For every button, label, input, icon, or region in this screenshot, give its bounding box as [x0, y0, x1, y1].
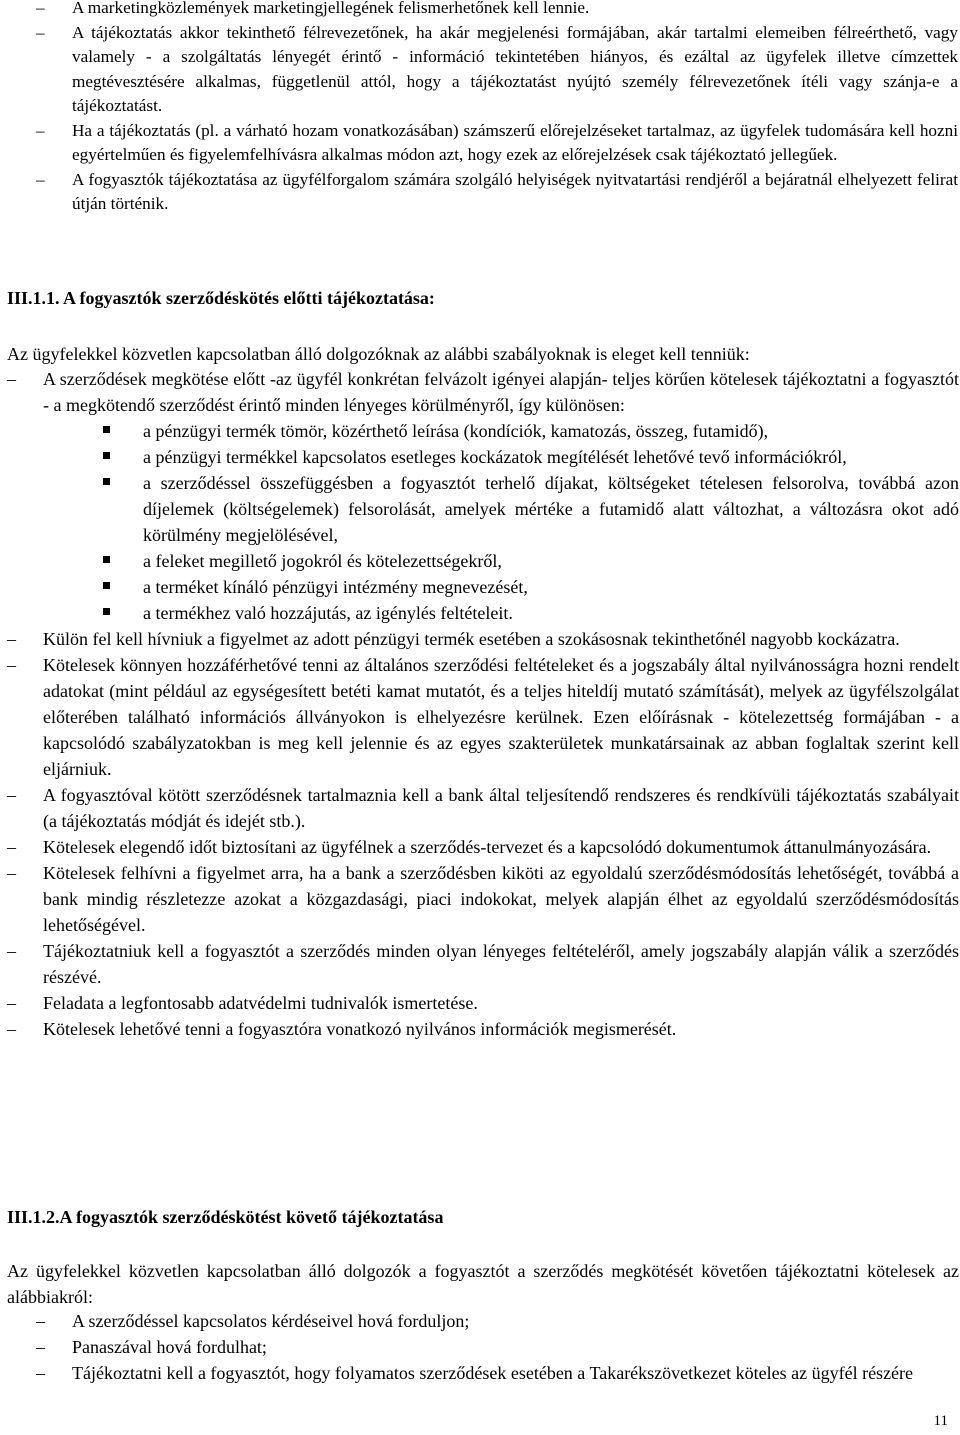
square-bullet-list	[7, 418, 959, 626]
list-item: – Feladata a legfontosabb adatvédelmi tudnivalók ismertetése.	[7, 990, 959, 1016]
list-item: – Tájékoztatni kell a fogyasztót, hogy folyamatos szerződések esetében a Takarékszövetkezet köteles az ügyfél részére	[36, 1360, 958, 1386]
list-item: – A szerződések megkötése előtt -az ügyfél konkrétan felvázolt igényei alapján- teljes körűen kötelesek tájékoztatni a fogyasztót - a megkötendő szerződést érintő minden lényeges körülményről, így különösen: a pénzügyi termék tömör, közérthető leírása (kondíciók, kamatozás, összeg, futamidő), a pénzügyi termékkel kapcsolatos esetleges kockázatok megítélését lehetővé tevő információkról, a szerződéssel összefüggésben a fogyasztót terhelő díjakat, költségeket tételesen felsorolva, továbbá azon díjelemek (költségelemek) felsorolását, amelyek mértéke a futamidő alatt változhat, a változásra okot adó körülmény megjelölésével, a feleket megillető jogokról és kötelezettségekről, a terméket kínáló pénzügyi intézmény megnevezését, a termékhez való hozzájutás, az igénylés feltételeit.	[7, 366, 959, 626]
list-item: – Ha a tájékoztatás (pl. a várható hozam vonatkozásában) számszerű előrejelzéseket tartalmaz, az ügyfelek tudomására kell hozni egyértelműen és figyelemfelhívásra alkalmas módon azt, hogy ezek az előrejelzések csak tájékoztató jellegűek.	[36, 120, 958, 164]
dash-bullet: –	[36, 1363, 45, 1383]
dash-bullet: –	[36, 120, 45, 140]
main-dash-list	[7, 366, 959, 1042]
list-item: – A fogyasztóval kötött szerződésnek tartalmaznia kell a bank által teljesítendő rendszeres és rendkívüli tájékoztatás szabályait (a tájékoztatás módját és idejét stb.).	[7, 782, 959, 834]
section-intro: Az ügyfelekkel közvetlen kapcsolatban álló dolgozóknak az alábbi szabályoknak is eleget kell tenniük:	[7, 344, 750, 364]
list-item: – Kötelesek könnyen hozzáférhetővé tenni az általános szerződési feltételeket és a jogszabály által nyilvánosságra hozni rendelt adatokat (mint például az egységesített betéti kamat mutatót, és a teljes hiteldíj mutató számítását), melyek az ügyfélszolgálat előterében található információs állványokon is elhelyezésre kerülnek. Ezen előírásnak - kötelezettség formájában - a kapcsolódó szabályzatokban is meg kell jelennie és az egyes szakterületek munkatársainak az abban foglaltak szerint kell eljárniuk.	[7, 652, 959, 782]
section-intro: Az ügyfelekkel közvetlen kapcsolatban álló dolgozók a fogyasztót a szerződés megkötését követően tájékoztatni kötelesek az alábbiakról:	[7, 1261, 959, 1307]
list-item: – Panaszával hová fordulhat;	[36, 1334, 958, 1360]
dash-bullet: –	[36, 0, 45, 17]
section-heading: III.1.2.A fogyasztók szerződéskötést követő tájékoztatása	[7, 1207, 444, 1227]
list-item: a pénzügyi termékkel kapcsolatos esetleges kockázatok megítélését lehetővé tevő információkról,	[7, 444, 959, 470]
list-item: – A fogyasztók tájékoztatása az ügyfélforgalom számára szolgáló helyiségek nyitvatartási rendjéről a bejáratnál elhelyezett felirat útján történik.	[36, 169, 958, 213]
list-item: – Külön fel kell hívniuk a figyelmet az adott pénzügyi termék esetében a szokásosnak tekinthetőnél nagyobb kockázatra.	[7, 626, 959, 652]
top-dash-list	[36, 0, 958, 217]
list-item: a terméket kínáló pénzügyi intézmény megnevezését,	[7, 574, 959, 600]
list-item: – A szerződéssel kapcsolatos kérdéseivel hová forduljon;	[36, 1308, 958, 1334]
dash-bullet: –	[36, 169, 45, 189]
list-item: – Kötelesek felhívni a figyelmet arra, ha a bank a szerződésben kiköti az egyoldalú szerződésmódosítás lehetőségét, továbbá a bank mindig részletezze azokat a közgazdasági, piaci indokokat, melyek alapján élhet az egyoldalú szerződésmódosítás lehetőségével.	[7, 860, 959, 938]
dash-bullet: –	[7, 837, 16, 857]
dash-bullet: –	[7, 863, 16, 883]
section-heading: III.1.1. A fogyasztók szerződéskötés előtti tájékoztatása:	[7, 288, 435, 308]
list-item: a szerződéssel összefüggésben a fogyasztót terhelő díjakat, költségeket tételesen felsorolva, továbbá azon díjelemek (költségelemek) felsorolását, amelyek mértéke a futamidő alatt változhat, a változásra okot adó körülmény megjelölésével,	[7, 470, 959, 548]
list-item: – A marketingközlemények marketingjellegének felismerhetőnek kell lennie.	[36, 0, 958, 21]
list-item: – Kötelesek elegendő időt biztosítani az ügyfélnek a szerződés-tervezet és a kapcsolódó dokumentumok áttanulmányozására.	[7, 834, 959, 860]
dash-bullet: –	[7, 993, 16, 1013]
dash-bullet: –	[36, 1311, 45, 1331]
dash-bullet: –	[36, 22, 45, 42]
dash-bullet: –	[7, 1019, 16, 1039]
square-bullet-icon	[103, 556, 110, 563]
page-number: 11	[933, 1413, 948, 1429]
list-item: a termékhez való hozzájutás, az igénylés feltételeit.	[7, 600, 959, 626]
square-bullet-icon	[103, 426, 110, 433]
final-dash-list	[36, 1308, 958, 1386]
square-bullet-icon	[103, 582, 110, 589]
dash-bullet: –	[7, 785, 16, 805]
dash-bullet: –	[7, 941, 16, 961]
square-bullet-icon	[103, 478, 110, 485]
list-item: – A tájékoztatás akkor tekinthető félrevezetőnek, ha akár megjelenési formájában, akár tartalmi elemeiben félreérthető, vagy valamely - a szolgáltatás lényegét érintő - információ tekintetében hiányos, és ezáltal az ügyfelek illetve címzettek megtévesztésére alkalmas, függetlenül attól, hogy a tájékoztatást nyújtó személy félrevezetőnek ítéli vagy szánja-e a tájékoztatást.	[36, 22, 958, 115]
list-item: – Kötelesek lehetővé tenni a fogyasztóra vonatkozó nyilvános információk megismerését.	[7, 1016, 959, 1042]
square-bullet-icon	[103, 452, 110, 459]
dash-bullet: –	[7, 629, 16, 649]
list-item: a feleket megillető jogokról és kötelezettségekről,	[7, 548, 959, 574]
dash-bullet: –	[7, 655, 16, 675]
square-bullet-icon	[103, 608, 110, 615]
dash-bullet: –	[36, 1337, 45, 1357]
list-item: a pénzügyi termék tömör, közérthető leírása (kondíciók, kamatozás, összeg, futamidő),	[7, 418, 959, 444]
list-item: – Tájékoztatniuk kell a fogyasztót a szerződés minden olyan lényeges feltételéről, amely jogszabály alapján válik a szerződés részévé.	[7, 938, 959, 990]
dash-bullet: –	[7, 369, 16, 389]
